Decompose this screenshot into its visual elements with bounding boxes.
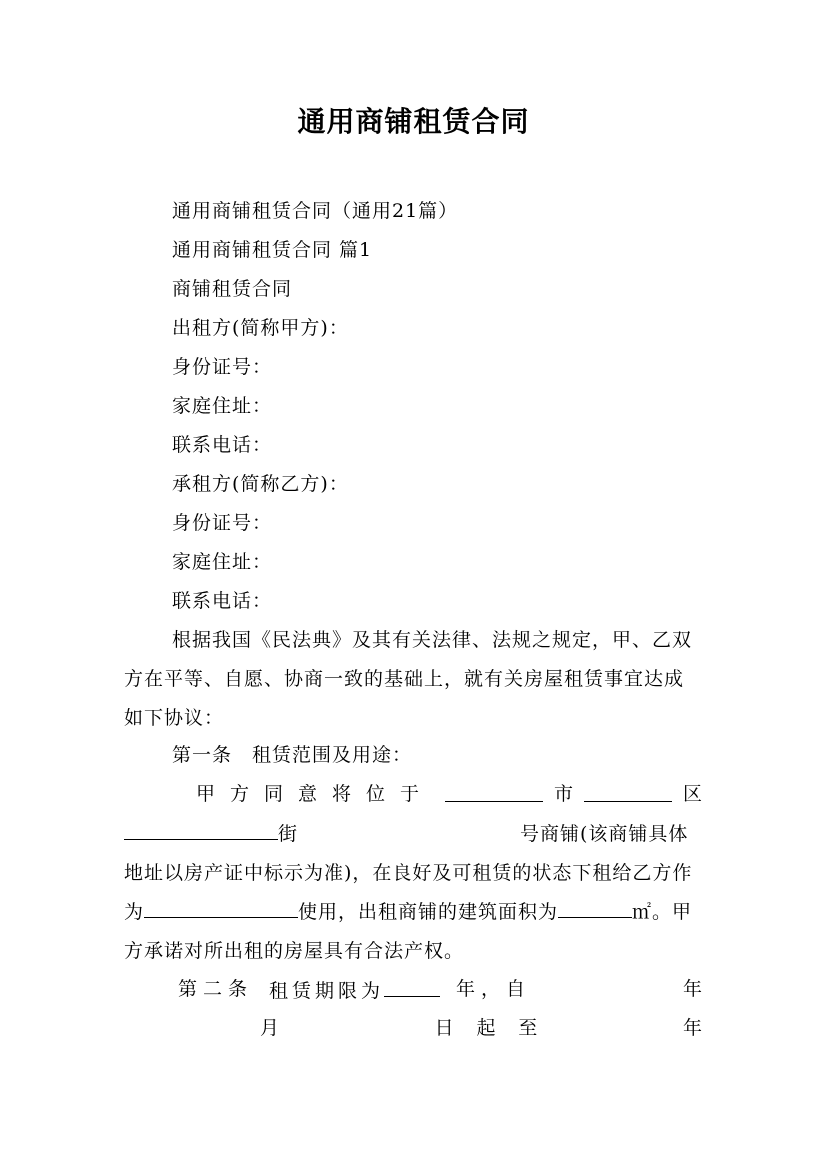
article1-body (124, 815, 702, 971)
doc-line: 联系电话： (172, 434, 273, 456)
doc-line: 家庭住址： (172, 551, 273, 573)
article1-text: 街 (278, 823, 299, 845)
article2-text: 月 (260, 1017, 280, 1039)
doc-line: 身份证号： (172, 356, 273, 378)
article2-text: 第二条 (178, 978, 254, 1000)
doc-line: 承租方(简称乙方)： (172, 473, 349, 495)
article2-line2 (260, 1015, 702, 1041)
blank-field (445, 781, 543, 802)
article1-text: 区 (682, 783, 702, 805)
article1-text: 甲方同意将位于 (196, 783, 435, 805)
doc-line: 通用商铺租赁合同 篇1 (172, 239, 373, 261)
blank-field (144, 897, 298, 918)
blank-field (558, 897, 632, 918)
document-title: 通用商铺租赁合同 (297, 105, 530, 138)
doc-line: 家庭住址： (172, 395, 273, 417)
article2-text: 租赁期限为 (269, 980, 385, 1002)
article2-text: 年，自 (456, 978, 532, 1000)
blank-field (384, 976, 440, 997)
blank-field (584, 781, 672, 802)
article2-text: 年 (682, 978, 702, 1000)
article1-text: ㎡。甲方承诺对所出租的房屋具有合法产权。 (124, 901, 693, 962)
article1-text: 市 (553, 783, 573, 805)
article2-text: 至 (518, 1017, 538, 1039)
intro-text: 根据我国《民法典》及其有关法律、法规之规定，甲、乙双方在平等、自愿、协商一致的基础上，就有关房屋租赁事宜达成如下协议： (124, 629, 693, 729)
doc-line: 通用商铺租赁合同（通用21篇） (172, 200, 459, 222)
article2-line1 (178, 976, 702, 1004)
article1-text: 使用，出租商铺的建筑面积为 (298, 901, 559, 923)
blank-field (124, 819, 278, 840)
article1-line1 (196, 781, 702, 807)
doc-line: 身份证号： (172, 512, 273, 534)
article2-text: 起 (476, 1017, 496, 1039)
article1-text: 号商铺(该商铺具体地址以房产证中标示为准)，在良好及可租赁的状态下租给乙方作为 (124, 823, 693, 923)
article2-text: 年 (682, 1017, 702, 1039)
article1-heading: 第一条 租赁范围及用途： (172, 744, 413, 766)
intro-paragraph (124, 621, 702, 738)
article2-text: 日 (434, 1017, 454, 1039)
doc-line: 联系电话： (172, 590, 273, 612)
doc-line: 商铺租赁合同 (172, 278, 293, 300)
doc-line: 出租方(简称甲方)： (172, 317, 349, 339)
